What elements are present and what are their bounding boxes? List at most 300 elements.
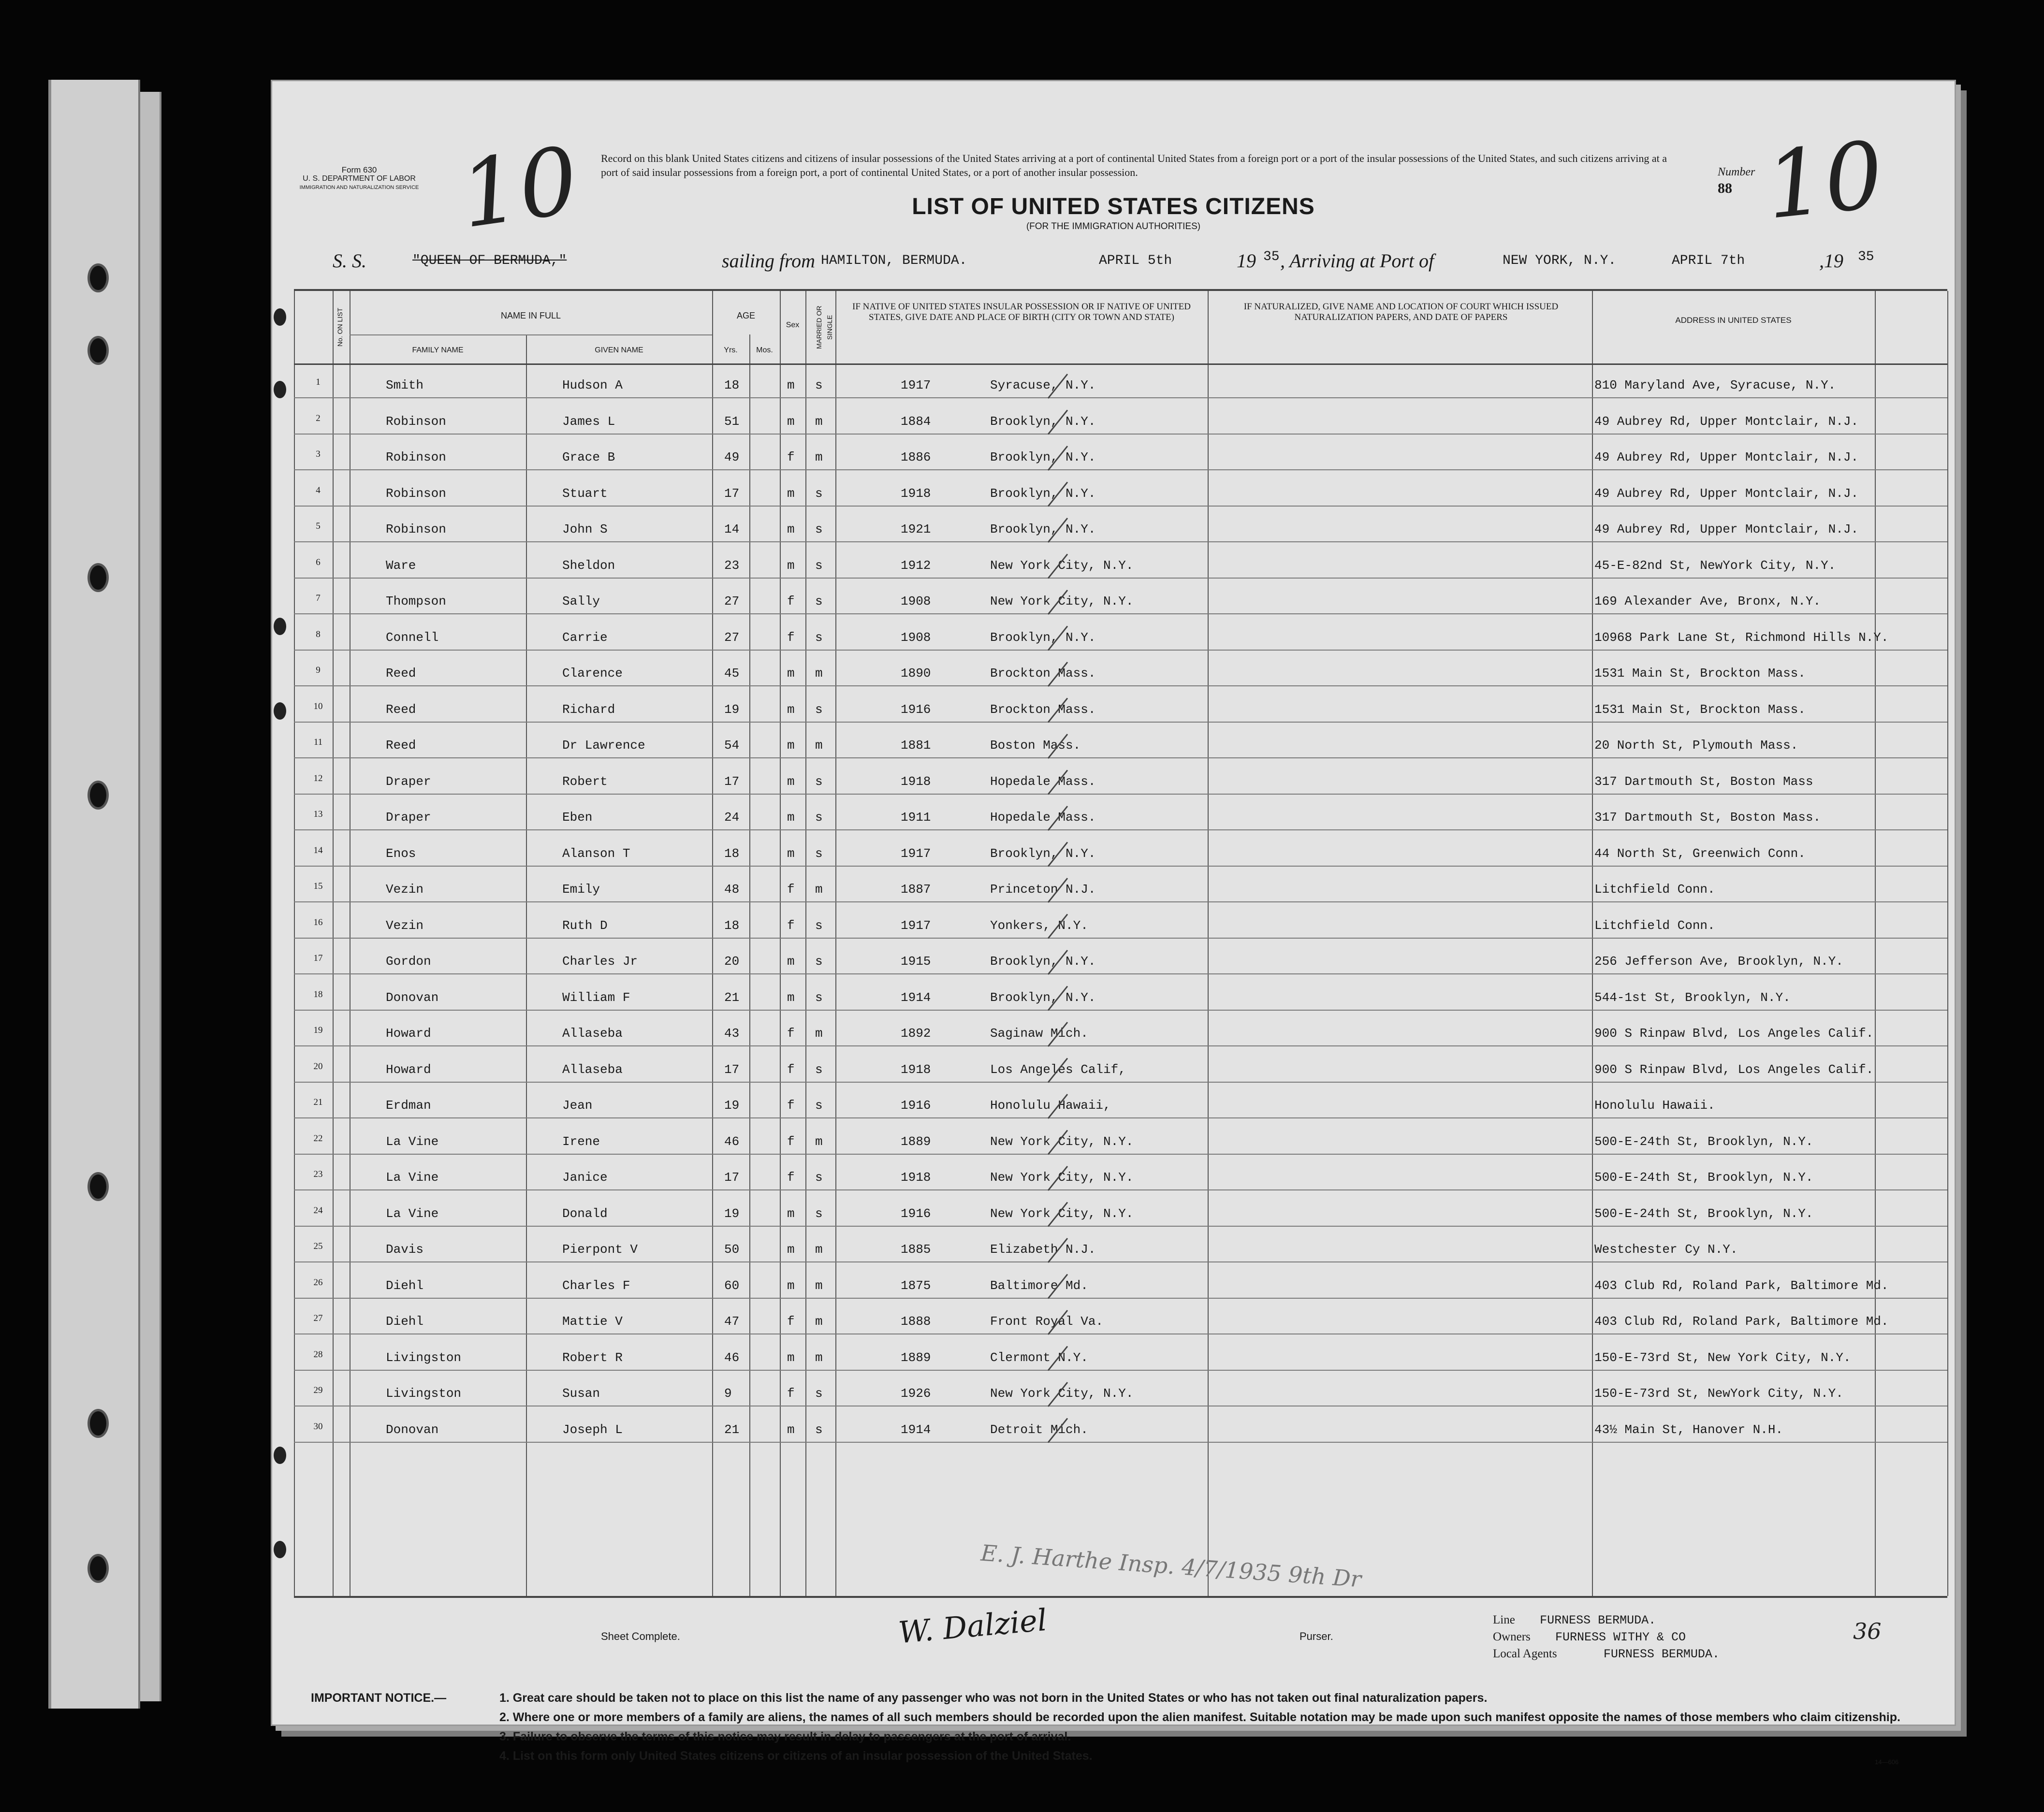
check-mark (1048, 590, 1067, 614)
birth-year: 1917 (901, 918, 931, 933)
row-number: 23 (313, 1169, 323, 1179)
birth-year: 1918 (901, 774, 931, 789)
birth-year: 1889 (901, 1350, 931, 1365)
row-number: 22 (313, 1133, 323, 1144)
given-name: Donald (562, 1206, 608, 1221)
given-name: Stuart (562, 486, 608, 501)
birth-place: Clermont N.Y. (990, 1350, 1088, 1365)
address: Litchfield Conn. (1594, 918, 1715, 933)
row-number: 27 (313, 1313, 323, 1323)
birth-year: 1881 (901, 738, 931, 753)
age-years: 17 (724, 1170, 740, 1185)
sex: f (787, 1026, 795, 1041)
inspector-note: E. J. Harthe Insp. 4/7/1935 9th Dr (980, 1539, 1362, 1593)
row-number: 30 (313, 1421, 323, 1432)
departure-date: APRIL 5th (1099, 253, 1172, 268)
form-identifier (287, 166, 432, 192)
marital-status: m (815, 738, 823, 753)
check-mark (1048, 770, 1067, 795)
age-years: 18 (724, 846, 740, 861)
header-given-name: GIVEN NAME (595, 346, 643, 354)
sex: f (787, 918, 795, 933)
address: 500-E-24th St, Brooklyn, N.Y. (1594, 1170, 1813, 1185)
notice-item: 1. Great care should be taken not to place on this list the name of any passenger who was not born in the United States or who has not taken out final naturalization papers. (499, 1691, 1488, 1705)
age-years: 21 (724, 1422, 740, 1437)
sheet-number: 36 (1853, 1618, 1882, 1644)
owners-label: Owners (1493, 1630, 1531, 1643)
department: U. S. DEPARTMENT OF LABOR (303, 174, 416, 183)
age-years: 60 (724, 1278, 740, 1293)
punch-hole (274, 1447, 286, 1464)
age-years: 18 (724, 378, 740, 392)
address: 810 Maryland Ave, Syracuse, N.Y. (1594, 378, 1836, 392)
birth-year: 1915 (901, 954, 931, 969)
arrival-port: NEW YORK, N.Y. (1503, 253, 1617, 268)
check-mark (1048, 626, 1067, 651)
marital-status: m (815, 1314, 823, 1329)
purser-signature: W. Dalziel (897, 1602, 1049, 1651)
arriving-label: , Arriving at Port of (1280, 250, 1434, 272)
row-number: 9 (316, 665, 321, 675)
birth-year: 1916 (901, 702, 931, 717)
birth-year: 1912 (901, 558, 931, 573)
binder-hole (88, 336, 109, 365)
number-printed: 88 (1718, 180, 1732, 196)
birth-place: Yonkers, N.Y. (990, 918, 1088, 933)
marital-status: s (815, 1422, 823, 1437)
check-mark (1048, 1347, 1067, 1371)
address: 900 S Rinpaw Blvd, Los Angeles Calif. (1594, 1026, 1874, 1041)
row-number: 13 (313, 809, 323, 819)
sex: m (787, 486, 795, 501)
age-years: 17 (724, 1062, 740, 1077)
address: 45-E-82nd St, NewYork City, N.Y. (1594, 558, 1836, 573)
check-mark (1048, 374, 1067, 398)
header-yrs: Yrs. (724, 346, 738, 354)
family-name: Davis (386, 1242, 424, 1257)
check-mark (1048, 1058, 1067, 1083)
sex: f (787, 594, 795, 609)
family-name: Donovan (386, 990, 439, 1005)
family-name: La Vine (386, 1206, 439, 1221)
family-name: Enos (386, 846, 416, 861)
address: 49 Aubrey Rd, Upper Montclair, N.J. (1594, 450, 1859, 464)
age-years: 21 (724, 990, 740, 1005)
sailing-label: sailing from (722, 250, 815, 272)
binding-tab (140, 92, 161, 1701)
given-name: Allaseba (562, 1026, 623, 1041)
sex: m (787, 414, 795, 429)
sex: m (787, 522, 795, 536)
sex: m (787, 1350, 795, 1365)
age-years: 19 (724, 702, 740, 717)
age-years: 50 (724, 1242, 740, 1257)
given-name: James L (562, 414, 615, 429)
family-name: Connell (386, 630, 439, 645)
address: 49 Aubrey Rd, Upper Montclair, N.J. (1594, 486, 1859, 501)
age-years: 27 (724, 630, 740, 645)
notice-item: 2. Where one or more members of a family are aliens, the names of all such members should be recorded upon the alien manifest. Suitable notation may be made upon such manifest opposite the names of those members who claim citizenship. (499, 1711, 1900, 1724)
header-address: ADDRESS IN UNITED STATES (1675, 316, 1792, 325)
birth-year: 1875 (901, 1278, 931, 1293)
row-number: 7 (316, 593, 321, 603)
given-name: Charles F (562, 1278, 630, 1293)
birth-place: Los Angeles Calif, (990, 1062, 1126, 1077)
address: 317 Dartmouth St, Boston Mass (1594, 774, 1813, 789)
birth-place: Brooklyn, N.Y. (990, 486, 1096, 501)
line-label: Line (1493, 1613, 1515, 1626)
marital-status: s (815, 630, 823, 645)
check-mark (1048, 1419, 1067, 1443)
family-name: Vezin (386, 882, 424, 897)
check-mark (1048, 1382, 1067, 1406)
row-number: 3 (316, 449, 321, 459)
family-name: Robinson (386, 522, 446, 536)
birth-year: 1917 (901, 378, 931, 392)
marital-status: s (815, 1098, 823, 1113)
arrival-date: APRIL 7th (1672, 253, 1745, 268)
birth-place: Brooklyn, N.Y. (990, 450, 1096, 464)
family-name: Diehl (386, 1314, 424, 1329)
vessel-line (333, 249, 1928, 278)
sheet-complete: Sheet Complete. (601, 1630, 680, 1642)
row-number: 2 (316, 413, 321, 423)
header-family-name: FAMILY NAME (412, 346, 464, 354)
given-name: Joseph L (562, 1422, 623, 1437)
family-name: Robinson (386, 450, 446, 464)
check-mark (1048, 986, 1067, 1011)
marital-status: s (815, 774, 823, 789)
agents-value: FURNESS BERMUDA. (1603, 1647, 1720, 1661)
handwritten-page-number-right: 10 (1761, 121, 1888, 240)
sex: m (787, 774, 795, 789)
address: Litchfield Conn. (1594, 882, 1715, 897)
row-number: 14 (313, 845, 323, 855)
check-mark (1048, 1238, 1067, 1262)
agents-label: Local Agents (1493, 1647, 1557, 1660)
family-name: Livingston (386, 1350, 462, 1365)
marital-status: m (815, 882, 823, 897)
address: 49 Aubrey Rd, Upper Montclair, N.J. (1594, 522, 1859, 536)
family-name: Erdman (386, 1098, 431, 1113)
handwritten-page-number-left: 10 (453, 127, 584, 249)
family-name: Livingston (386, 1386, 462, 1401)
record-instruction: Record on this blank United States citizens and citizens of insular possessions of the United States arriving at a port of continental United States from a foreign port or a port of the insular possessions of the United States, and such citizens arriving at a port of said insular possessions from a foreign port, a port of continental United States, or a port of another insular possession. (601, 152, 1667, 178)
marital-status: s (815, 846, 823, 861)
birth-year: 1888 (901, 1314, 931, 1329)
line-row (1493, 1613, 1656, 1627)
given-name: Grace B (562, 450, 615, 464)
birth-year: 1914 (901, 990, 931, 1005)
marital-status: s (815, 810, 823, 825)
check-mark (1048, 842, 1067, 867)
given-name: Janice (562, 1170, 608, 1185)
given-name: Alanson T (562, 846, 630, 861)
sex: f (787, 1314, 795, 1329)
address: 403 Club Rd, Roland Park, Baltimore Md. (1594, 1278, 1889, 1293)
given-name: Emily (562, 882, 600, 897)
marital-status: s (815, 594, 823, 609)
address: 500-E-24th St, Brooklyn, N.Y. (1594, 1206, 1813, 1221)
arrival-year: 35 (1858, 249, 1874, 264)
address: 43½ Main St, Hanover N.H. (1594, 1422, 1783, 1437)
sex: f (787, 1098, 795, 1113)
agents-row (1493, 1647, 1720, 1661)
sex: m (787, 1206, 795, 1221)
header-married-single: MARRIED OR SINGLE (815, 305, 833, 349)
binder-hole (88, 563, 109, 592)
manifest-page (271, 80, 1956, 1766)
birth-year: 1887 (901, 882, 931, 897)
birth-place: Saginaw Mich. (990, 1026, 1088, 1041)
row-number: 17 (313, 953, 323, 963)
header-naturalized: IF NATURALIZED, GIVE NAME AND LOCATION OF COURT WHICH ISSUED NATURALIZATION PAPERS, AND DATE OF PAPERS (1243, 302, 1559, 322)
birth-year: 1921 (901, 522, 931, 536)
birth-year: 1886 (901, 450, 931, 464)
marital-status: s (815, 1170, 823, 1185)
row-number: 8 (316, 629, 321, 639)
marital-status: m (815, 450, 823, 464)
birth-place: Baltimore Md. (990, 1278, 1088, 1293)
address: Honolulu Hawaii. (1594, 1098, 1715, 1113)
row-number: 16 (313, 917, 323, 928)
given-name: Carrie (562, 630, 608, 645)
row-number: 29 (313, 1385, 323, 1395)
age-years: 17 (724, 774, 740, 789)
address: 169 Alexander Ave, Bronx, N.Y. (1594, 594, 1821, 609)
age-years: 27 (724, 594, 740, 609)
family-name: Reed (386, 738, 416, 753)
owners-row (1493, 1630, 1686, 1644)
row-number: 19 (313, 1025, 323, 1035)
marital-status: m (815, 1278, 823, 1293)
birth-place: New York City, N.Y. (990, 1134, 1134, 1149)
age-years: 54 (724, 738, 740, 753)
marital-status: m (815, 1350, 823, 1365)
birth-place: Brockton Mass. (990, 666, 1096, 681)
birth-year: 1889 (901, 1134, 931, 1149)
sex: f (787, 450, 795, 464)
birth-place: Brooklyn, N.Y. (990, 522, 1096, 536)
check-mark (1048, 914, 1067, 939)
check-mark (1048, 554, 1067, 579)
form-number: Form 630 (341, 165, 377, 174)
marital-status: m (815, 1026, 823, 1041)
row-number: 12 (313, 773, 323, 783)
sex: f (787, 1386, 795, 1401)
sex: m (787, 1242, 795, 1257)
age-years: 51 (724, 414, 740, 429)
address: 317 Dartmouth St, Boston Mass. (1594, 810, 1821, 825)
birth-place: Honolulu Hawaii, (990, 1098, 1111, 1113)
check-mark (1048, 1022, 1067, 1046)
address: 49 Aubrey Rd, Upper Montclair, N.J. (1594, 414, 1859, 429)
age-years: 47 (724, 1314, 740, 1329)
birth-place: Princeton N.J. (990, 882, 1096, 897)
check-mark (1048, 1310, 1067, 1334)
birth-year: 1884 (901, 414, 931, 429)
family-name: Vezin (386, 918, 424, 933)
birth-place: Syracuse, N.Y. (990, 378, 1096, 392)
sex: f (787, 882, 795, 897)
age-years: 46 (724, 1350, 740, 1365)
age-years: 19 (724, 1098, 740, 1113)
binder-hole (88, 1409, 109, 1438)
family-name: Robinson (386, 486, 446, 501)
sex: m (787, 666, 795, 681)
row-number: 28 (313, 1349, 323, 1360)
sex: m (787, 738, 795, 753)
punch-hole (274, 381, 286, 398)
ss-label: S. S. (333, 250, 366, 272)
given-name: John S (562, 522, 608, 536)
address: 500-E-24th St, Brooklyn, N.Y. (1594, 1134, 1813, 1149)
sex: m (787, 954, 795, 969)
birth-year: 1916 (901, 1098, 931, 1113)
marital-status: s (815, 702, 823, 717)
family-name: Howard (386, 1062, 431, 1077)
age-years: 19 (724, 1206, 740, 1221)
age-years: 18 (724, 918, 740, 933)
family-name: Gordon (386, 954, 431, 969)
owners-value: FURNESS WITHY & CO (1555, 1630, 1686, 1644)
address: 20 North St, Plymouth Mass. (1594, 738, 1798, 753)
given-name: Pierpont V (562, 1242, 638, 1257)
punch-hole (274, 1541, 286, 1558)
birth-year: 1885 (901, 1242, 931, 1257)
row-number: 1 (316, 377, 321, 387)
given-name: Mattie V (562, 1314, 623, 1329)
given-name: Clarence (562, 666, 623, 681)
family-name: Reed (386, 666, 416, 681)
age-years: 48 (724, 882, 740, 897)
given-name: Irene (562, 1134, 600, 1149)
page-title: LIST OF UNITED STATES CITIZENS (912, 194, 1315, 219)
notice-item: 3. Failure to observe the terms of this notice may result in delay to passengers at the port of arrival. (499, 1730, 1071, 1743)
check-marks (1038, 368, 1135, 1528)
form-code: 14—606 (1875, 1758, 1899, 1766)
marital-status: s (815, 558, 823, 573)
given-name: Hudson A (562, 378, 623, 392)
check-mark (1048, 518, 1067, 542)
family-name: Robinson (386, 414, 446, 429)
address: 150-E-73rd St, New York City, N.Y. (1594, 1350, 1851, 1365)
row-number: 18 (313, 989, 323, 1000)
given-name: Jean (562, 1098, 593, 1113)
birth-year: 1914 (901, 1422, 931, 1437)
family-name: Smith (386, 378, 424, 392)
marital-status: s (815, 378, 823, 392)
birth-place: Brooklyn, N.Y. (990, 990, 1096, 1005)
address: 256 Jefferson Ave, Brooklyn, N.Y. (1594, 954, 1843, 969)
age-years: 23 (724, 558, 740, 573)
check-mark (1048, 878, 1067, 902)
age-years: 46 (724, 1134, 740, 1149)
check-mark (1048, 806, 1067, 830)
purser-label: Purser. (1299, 1630, 1333, 1642)
check-mark (1048, 410, 1067, 435)
sex: m (787, 1422, 795, 1437)
birth-place: Brooklyn, N.Y. (990, 954, 1096, 969)
birth-place: Hopedale Mass. (990, 774, 1096, 789)
given-name: Allaseba (562, 1062, 623, 1077)
sex: f (787, 1170, 795, 1185)
year-prefix: 19 (1237, 250, 1256, 272)
marital-status: m (815, 666, 823, 681)
notice-item: 4. List on this form only United States citizens or citizens of an insular possession of the United States. (499, 1749, 1093, 1763)
binding-strip (48, 80, 140, 1709)
birth-place: Front Royal Va. (990, 1314, 1104, 1329)
birth-year: 1918 (901, 486, 931, 501)
age-years: 45 (724, 666, 740, 681)
birth-place: Detroit Mich. (990, 1422, 1088, 1437)
sex: m (787, 702, 795, 717)
header-no: No. ON LIST (336, 307, 344, 347)
row-number: 26 (313, 1277, 323, 1288)
address: 403 Club Rd, Roland Park, Baltimore Md. (1594, 1314, 1889, 1329)
row-number: 15 (313, 881, 323, 891)
row-number: 4 (316, 485, 321, 495)
departure-year: 35 (1263, 249, 1280, 264)
binder-hole (88, 781, 109, 810)
family-name: Ware (386, 558, 416, 573)
sex: m (787, 1278, 795, 1293)
punch-hole (274, 308, 286, 326)
row-number: 20 (313, 1061, 323, 1072)
sex: m (787, 558, 795, 573)
birth-place: New York City, N.Y. (990, 594, 1134, 609)
birth-place: Brooklyn, N.Y. (990, 846, 1096, 861)
number-label: Number (1718, 166, 1755, 178)
address: 1531 Main St, Brockton Mass. (1594, 702, 1806, 717)
given-name: Robert R (562, 1350, 623, 1365)
birth-place: Boston Mass. (990, 738, 1081, 753)
birth-year: 1917 (901, 846, 931, 861)
marital-status: s (815, 990, 823, 1005)
address: 900 S Rinpaw Blvd, Los Angeles Calif. (1594, 1062, 1874, 1077)
check-mark (1048, 698, 1067, 723)
check-mark (1048, 1094, 1067, 1118)
birth-place: New York City, N.Y. (990, 1206, 1134, 1221)
given-name: Charles Jr (562, 954, 638, 969)
birth-year: 1908 (901, 594, 931, 609)
birth-place: Brooklyn, N.Y. (990, 630, 1096, 645)
header-name-in-full: NAME IN FULL (500, 311, 561, 320)
age-years: 17 (724, 486, 740, 501)
sex: f (787, 1134, 795, 1149)
marital-status: m (815, 414, 823, 429)
check-mark (1048, 734, 1067, 758)
birth-year: 1926 (901, 1386, 931, 1401)
family-name: La Vine (386, 1170, 439, 1185)
birth-place: Brooklyn, N.Y. (990, 414, 1096, 429)
check-mark (1048, 1275, 1067, 1299)
address: 10968 Park Lane St, Richmond Hills N.Y. (1594, 630, 1889, 645)
page-subtitle: (FOR THE IMMIGRATION AUTHORITIES) (1026, 221, 1201, 232)
sex: m (787, 378, 795, 392)
given-name: Richard (562, 702, 615, 717)
check-mark (1048, 1203, 1067, 1227)
given-name: Eben (562, 810, 593, 825)
birth-year: 1911 (901, 810, 931, 825)
check-mark (1048, 950, 1067, 974)
given-name: William F (562, 990, 630, 1005)
row-number: 11 (313, 737, 323, 747)
row-number: 10 (313, 701, 323, 711)
binder-hole (88, 1554, 109, 1583)
family-name: Reed (386, 702, 416, 717)
sex: m (787, 990, 795, 1005)
